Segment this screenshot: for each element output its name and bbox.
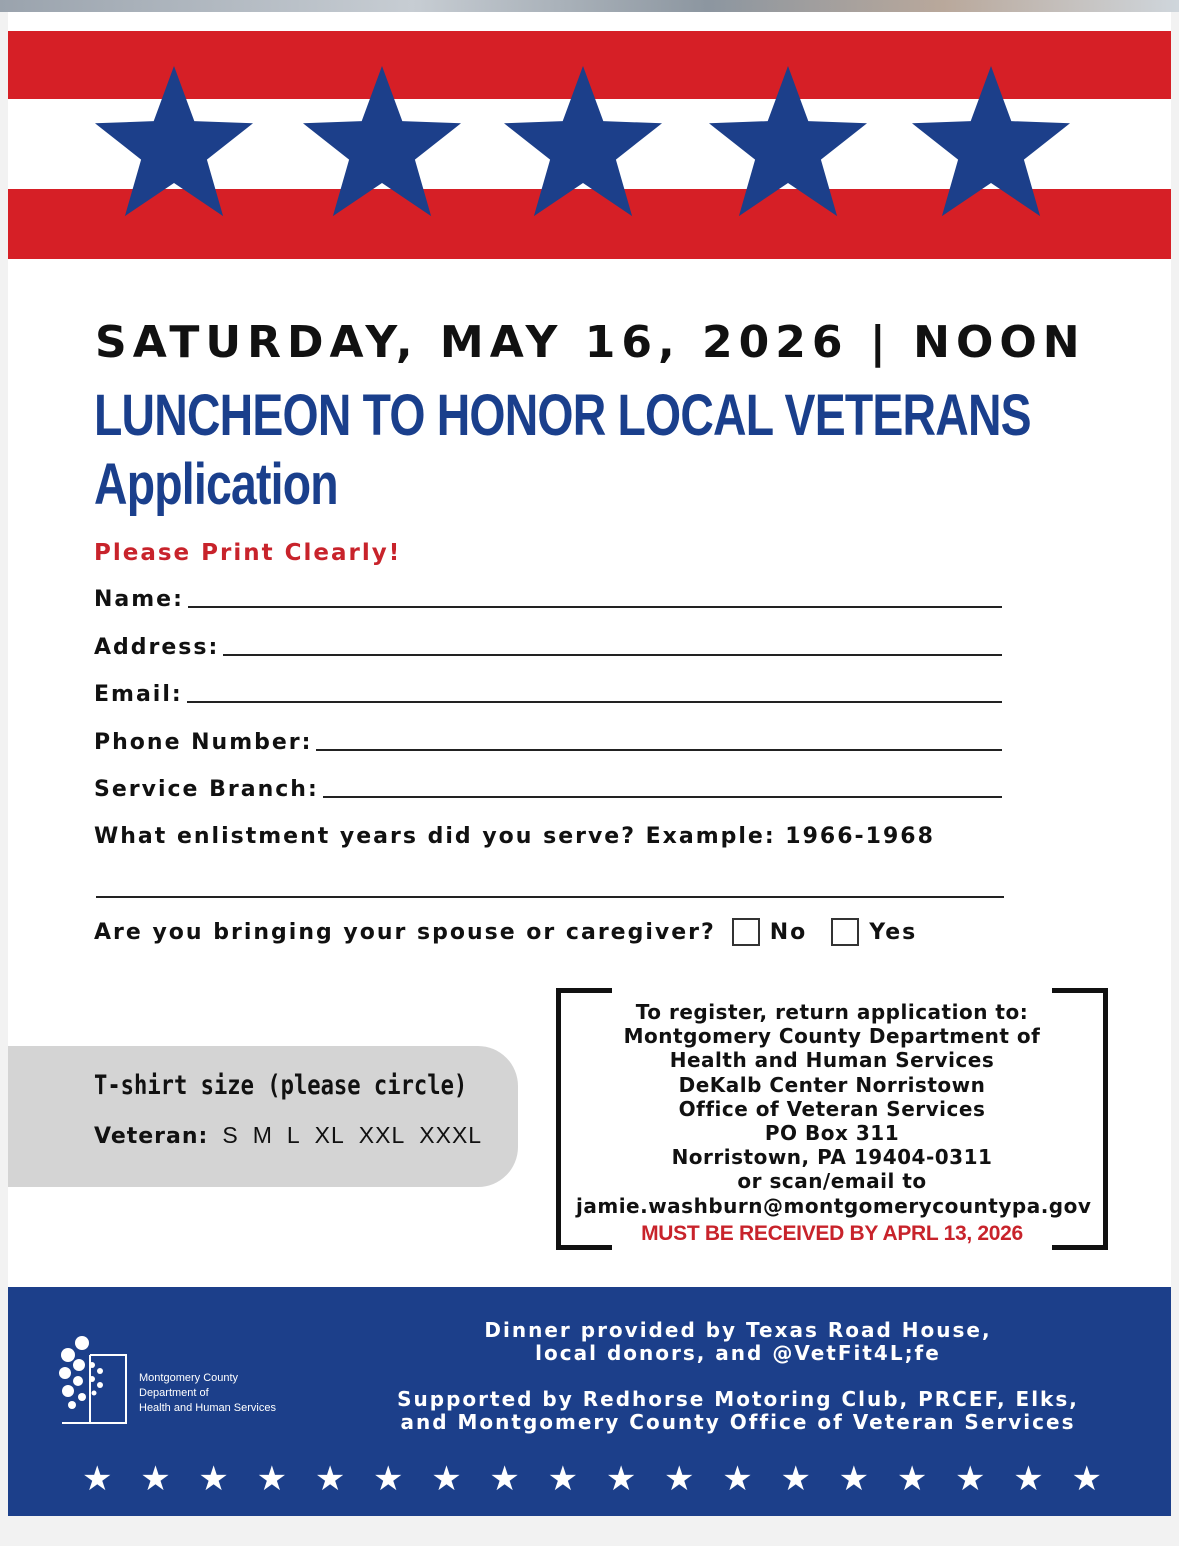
banner-stars [8, 31, 1171, 259]
footer-star-icon: ★ [955, 1459, 986, 1499]
name-label: Name: [94, 587, 184, 612]
address-label: Address: [94, 635, 220, 660]
spouse-question-row [94, 918, 917, 946]
enlistment-question: What enlistment years did you serve? Example: 1966-1968 [94, 824, 935, 849]
footer-stars [82, 1461, 1102, 1497]
register-line: Montgomery County Department of [623, 1024, 1041, 1049]
footer-star-icon: ★ [314, 1459, 346, 1499]
footer-band [8, 1287, 1171, 1516]
county-logo-text [139, 1371, 276, 1416]
service-branch-field[interactable] [94, 768, 1002, 802]
address-input-line[interactable] [223, 654, 1002, 656]
footer-star-icon: ★ [82, 1459, 113, 1499]
flag-banner [8, 31, 1171, 259]
footer-star-icon: ★ [664, 1459, 695, 1499]
event-date-time: SATURDAY, MAY 16, 2026 | NOON [95, 317, 1086, 368]
footer-star-icon: ★ [1071, 1459, 1102, 1499]
service-branch-label: Service Branch: [94, 777, 319, 802]
no-checkbox[interactable] [732, 918, 760, 946]
email-field[interactable] [94, 673, 1002, 707]
print-clearly-note: Please Print Clearly! [94, 540, 402, 566]
register-line: Norristown, PA 19404-0311 [671, 1145, 993, 1170]
email-input-line[interactable] [187, 701, 1002, 703]
footer-star-icon: ★ [431, 1459, 462, 1499]
register-address [576, 1000, 1092, 1218]
register-line: or scan/email to [737, 1169, 927, 1194]
banner-star-icon [303, 66, 461, 216]
no-checkbox-label: No [769, 919, 808, 945]
footer-credits [388, 1319, 1088, 1434]
footer-star-icon: ★ [1013, 1459, 1044, 1499]
tshirt-size-row [94, 1122, 482, 1149]
service-branch-input-line[interactable] [323, 796, 1002, 798]
register-line: To register, return application to: [635, 1000, 1029, 1024]
footer-star-icon: ★ [256, 1459, 288, 1499]
size-option-m[interactable]: M [252, 1122, 273, 1148]
credits-line: local donors, and @VetFit4L;fe [535, 1341, 941, 1365]
footer-star-icon: ★ [780, 1459, 811, 1499]
footer-star-icon: ★ [140, 1459, 171, 1499]
banner-star-icon [709, 66, 867, 216]
county-logo [54, 1335, 314, 1435]
size-option-l[interactable]: L [286, 1122, 301, 1148]
tshirt-size-panel [8, 1046, 518, 1187]
top-photo-strip [0, 0, 1179, 12]
logo-line: Montgomery County [139, 1372, 239, 1384]
email-label: Email: [94, 682, 183, 707]
spouse-question: Are you bringing your spouse or caregiver? [94, 919, 716, 945]
credits-line: Dinner provided by Texas Road House, [484, 1318, 992, 1342]
size-option-xxl[interactable]: XXL [358, 1122, 406, 1148]
footer-star-icon: ★ [722, 1459, 753, 1499]
tshirt-size-title: T-shirt size (please circle) [94, 1070, 468, 1101]
footer-star-icon: ★ [605, 1459, 637, 1499]
credits-line: Supported by Redhorse Motoring Club, PRCEF, Elks, [397, 1387, 1079, 1411]
deadline-notice: MUST BE RECEIVED BY APRL 13, 2026 [614, 1220, 1050, 1248]
flyer-page [8, 12, 1171, 1516]
credits-line: and Montgomery County Office of Veteran Services [400, 1410, 1076, 1434]
phone-label: Phone Number: [94, 730, 313, 755]
register-line: DeKalb Center Norristown [678, 1072, 986, 1097]
footer-star-icon: ★ [838, 1459, 870, 1499]
register-line: Health and Human Services [669, 1048, 995, 1073]
footer-star-icon: ★ [489, 1459, 520, 1499]
event-title: LUNCHEON TO HONOR LOCAL VETERANS [94, 383, 1031, 448]
register-line: PO Box 311 [764, 1121, 900, 1146]
phone-input-line[interactable] [316, 749, 1002, 751]
footer-star-icon: ★ [896, 1459, 928, 1499]
footer-star-icon: ★ [373, 1459, 404, 1499]
logo-line: Health and Human Services [139, 1402, 276, 1414]
footer-star-icon: ★ [198, 1459, 229, 1499]
address-field[interactable] [94, 626, 1002, 660]
credits-gap [388, 1365, 1088, 1388]
register-line: Office of Veteran Services [678, 1096, 986, 1121]
footer-star-icon: ★ [547, 1459, 579, 1499]
application-title: Application [94, 452, 338, 517]
name-input-line[interactable] [188, 606, 1002, 608]
county-logo-icon [54, 1335, 134, 1435]
size-option-xxxl[interactable]: XXXL [419, 1122, 483, 1148]
name-field[interactable] [94, 578, 1002, 612]
phone-field[interactable] [94, 721, 1002, 755]
register-instructions-box [556, 988, 1108, 1250]
banner-star-icon [912, 66, 1070, 216]
logo-line: Department of [139, 1387, 209, 1399]
register-email[interactable]: jamie.washburn@montgomerycountypa.gov [576, 1193, 1092, 1218]
yes-checkbox[interactable] [831, 918, 859, 946]
veteran-label: Veteran: [94, 1124, 209, 1149]
banner-star-icon [504, 66, 662, 216]
enlistment-years-input-line[interactable] [96, 896, 1004, 898]
size-option-xl[interactable]: XL [314, 1122, 345, 1148]
banner-star-icon [95, 66, 253, 216]
yes-checkbox-label: Yes [869, 919, 918, 945]
size-option-s[interactable]: S [222, 1122, 239, 1148]
